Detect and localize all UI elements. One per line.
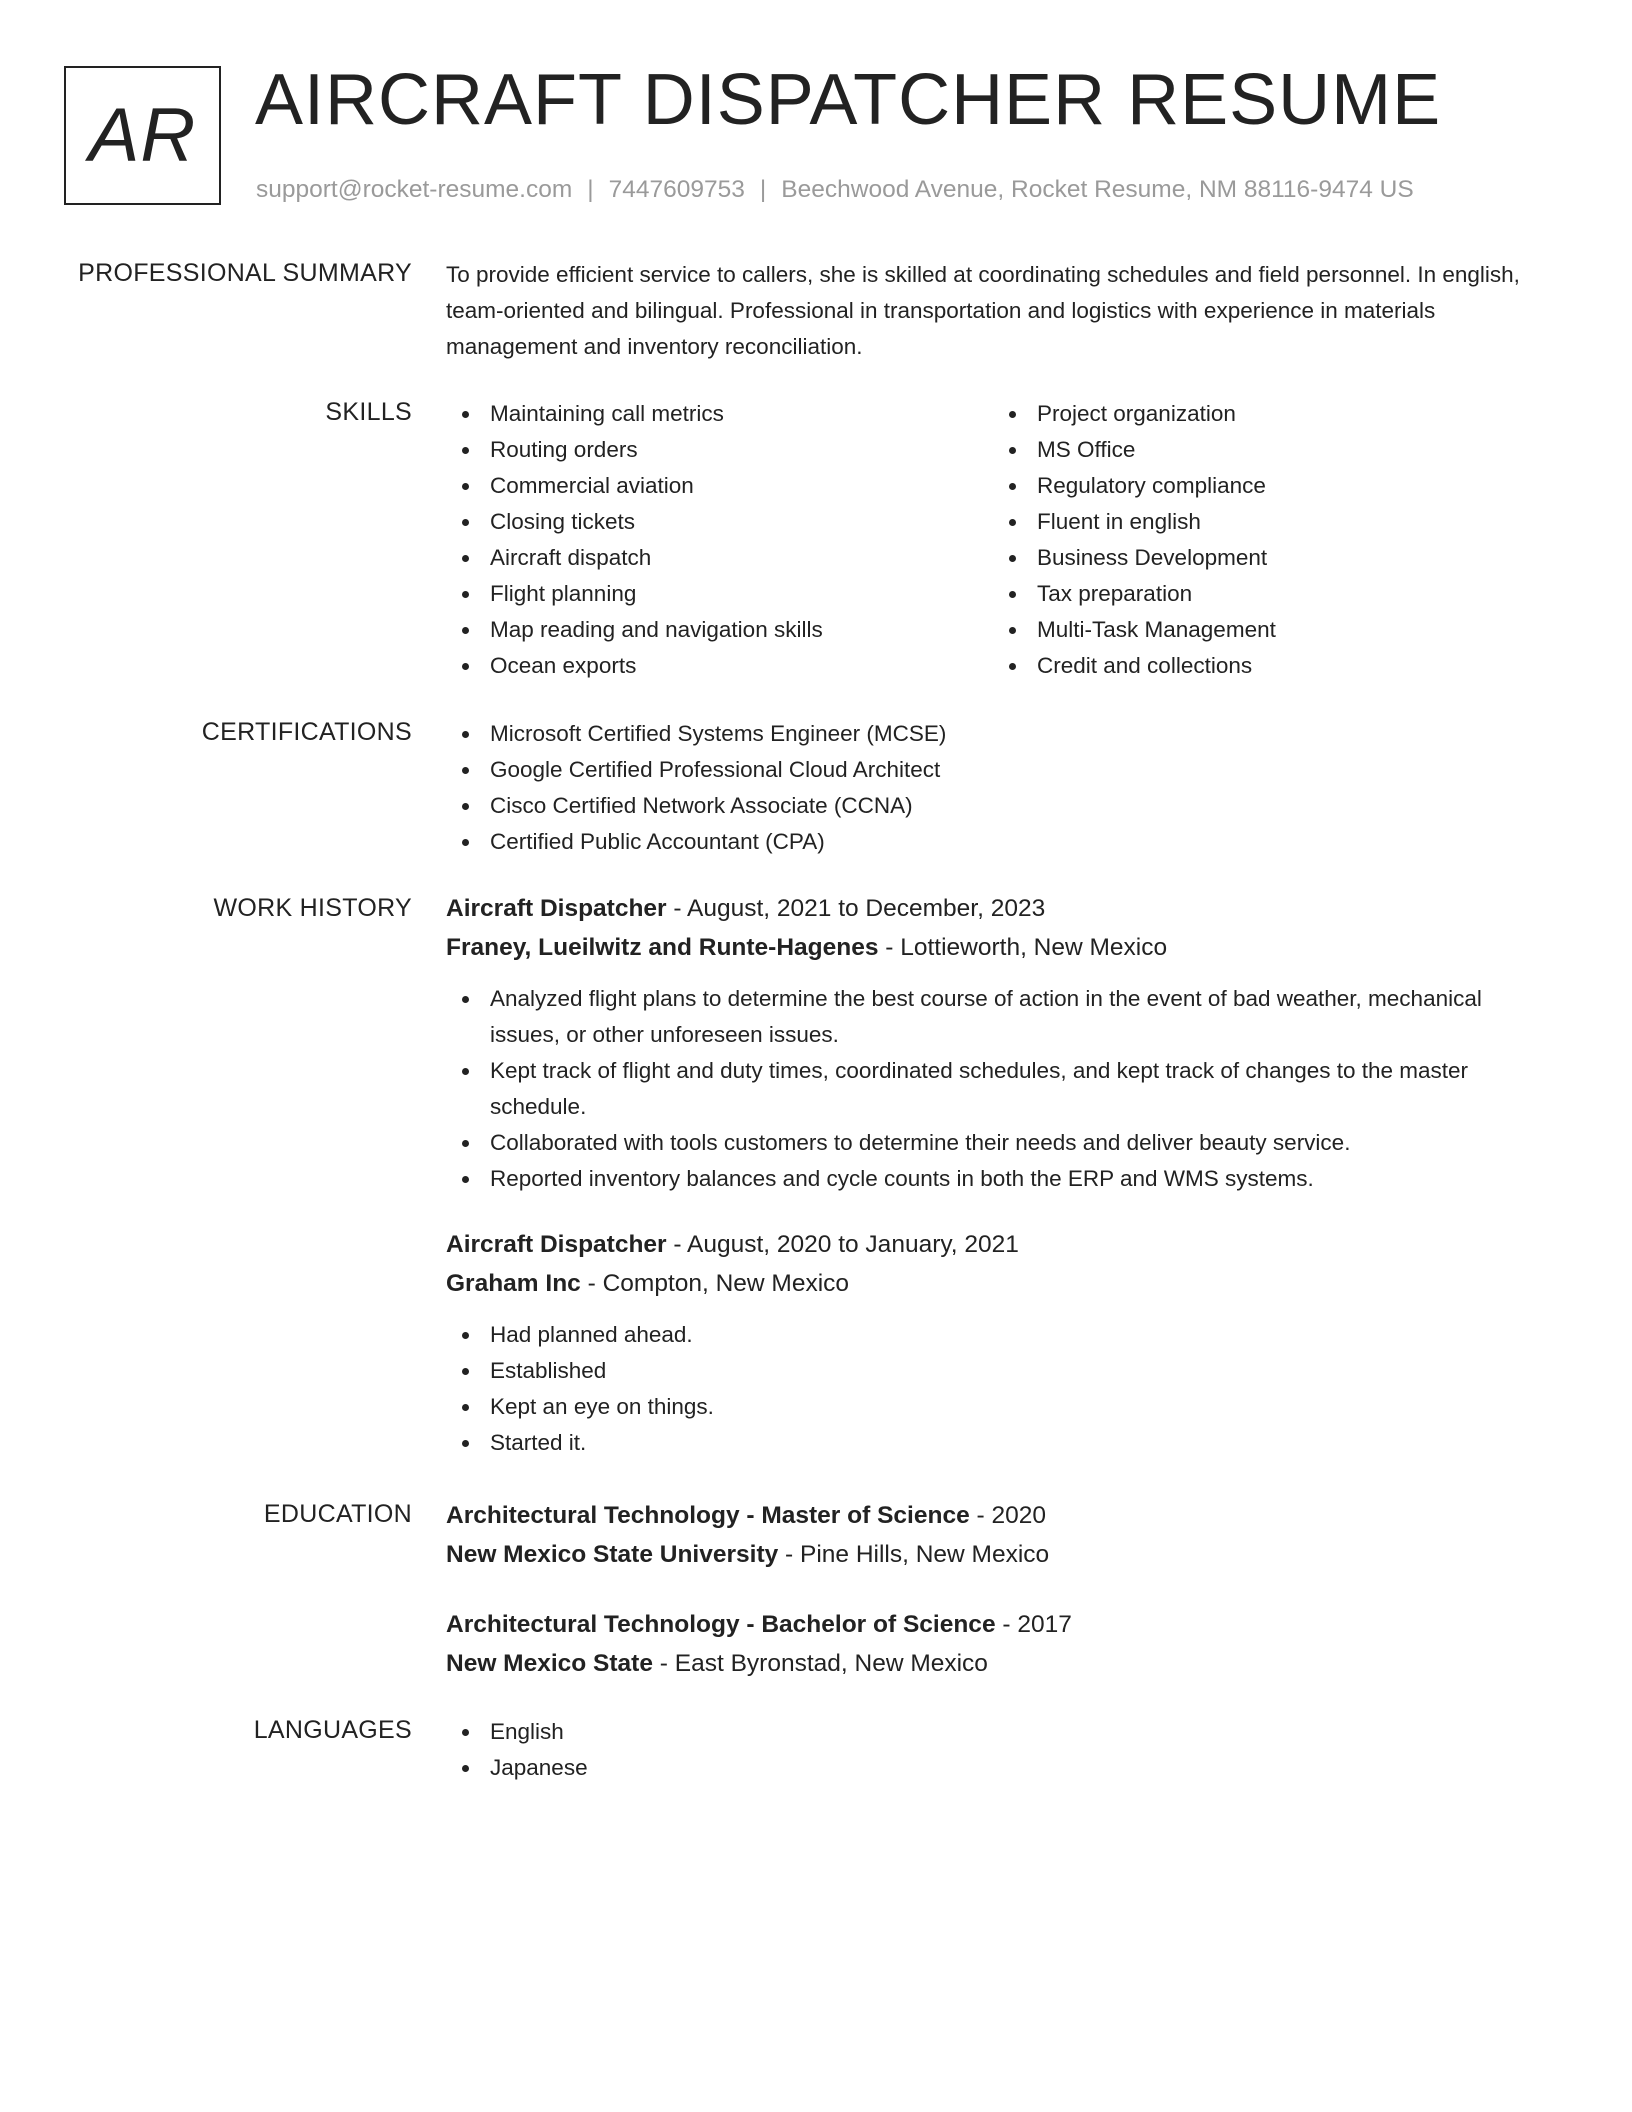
skill-item: Routing orders xyxy=(446,432,823,468)
skill-item: Ocean exports xyxy=(446,648,823,684)
job-bullet: Kept an eye on things. xyxy=(446,1389,1556,1425)
contact-address: Beechwood Avenue, Rocket Resume, NM 88116-9474 US xyxy=(781,176,1414,203)
job-bullets xyxy=(446,981,1556,1197)
job-company: Franey, Lueilwitz and Runte-Hagenes xyxy=(446,934,879,961)
certifications-section xyxy=(446,716,1556,860)
job-location: - Lottieworth, New Mexico xyxy=(878,934,1168,961)
section-label-skills: SKILLS xyxy=(325,398,412,426)
skill-item: Flight planning xyxy=(446,576,823,612)
work-history-section xyxy=(446,889,1556,1461)
certification-item: Microsoft Certified Systems Engineer (MCSE) xyxy=(446,716,1556,752)
education-degree-line xyxy=(446,1605,1556,1644)
skill-item: Regulatory compliance xyxy=(993,468,1276,504)
education-school-line xyxy=(446,1644,1556,1683)
education-location: - Pine Hills, New Mexico xyxy=(778,1541,1050,1568)
job-bullet: Started it. xyxy=(446,1425,1556,1461)
job-bullet: Analyzed flight plans to determine the best course of action in the event of bad weather, mechanical issues, or other unforeseen issues. xyxy=(446,981,1556,1053)
contact-phone: 7447609753 xyxy=(608,176,745,203)
language-item: English xyxy=(446,1714,1556,1750)
education-year: - 2020 xyxy=(969,1502,1046,1529)
education-entry xyxy=(446,1605,1556,1683)
job-title-line xyxy=(446,1225,1556,1264)
job-bullet: Established xyxy=(446,1353,1556,1389)
skill-item: MS Office xyxy=(993,432,1276,468)
job-title: Aircraft Dispatcher xyxy=(446,1231,667,1258)
contact-separator: | xyxy=(587,176,594,203)
contact-email: support@rocket-resume.com xyxy=(256,176,573,203)
job-bullet: Reported inventory balances and cycle counts in both the ERP and WMS systems. xyxy=(446,1161,1556,1197)
skills-section xyxy=(446,396,1556,686)
education-degree: Architectural Technology - Bachelor of Science xyxy=(446,1611,996,1638)
initials-monogram: AR xyxy=(64,66,221,205)
job-bullet: Had planned ahead. xyxy=(446,1317,1556,1353)
section-label-languages: LANGUAGES xyxy=(253,1716,412,1744)
section-label-work-history: WORK HISTORY xyxy=(213,894,412,922)
job-dates: - August, 2021 to December, 2023 xyxy=(666,895,1046,922)
skill-item: Map reading and navigation skills xyxy=(446,612,823,648)
certifications-list xyxy=(446,716,1556,860)
job-title-line xyxy=(446,889,1556,928)
skill-item: Closing tickets xyxy=(446,504,823,540)
skill-item: Project organization xyxy=(993,396,1276,432)
education-school-line xyxy=(446,1535,1556,1574)
certification-item: Google Certified Professional Cloud Architect xyxy=(446,752,1556,788)
education-school: New Mexico State xyxy=(446,1650,653,1677)
section-label-education: EDUCATION xyxy=(263,1500,412,1528)
skill-item: Credit and collections xyxy=(993,648,1276,684)
contact-line xyxy=(256,176,1414,204)
job-bullets xyxy=(446,1317,1556,1461)
job-entry xyxy=(446,1225,1556,1461)
summary-section xyxy=(446,257,1556,365)
languages-section xyxy=(446,1714,1556,1786)
skill-item: Multi-Task Management xyxy=(993,612,1276,648)
languages-list xyxy=(446,1714,1556,1786)
skill-item: Commercial aviation xyxy=(446,468,823,504)
education-year: - 2017 xyxy=(995,1611,1072,1638)
page-title: AIRCRAFT DISPATCHER RESUME xyxy=(255,60,1442,140)
job-company-line xyxy=(446,928,1556,967)
certification-item: Cisco Certified Network Associate (CCNA) xyxy=(446,788,1556,824)
job-entry xyxy=(446,889,1556,1197)
language-item: Japanese xyxy=(446,1750,1556,1786)
section-label-summary: PROFESSIONAL SUMMARY xyxy=(78,259,412,287)
education-entry xyxy=(446,1496,1556,1574)
job-dates: - August, 2020 to January, 2021 xyxy=(666,1231,1019,1258)
skill-item: Aircraft dispatch xyxy=(446,540,823,576)
education-degree-line xyxy=(446,1496,1556,1535)
education-degree: Architectural Technology - Master of Science xyxy=(446,1502,970,1529)
skills-list-left xyxy=(446,396,823,684)
job-title: Aircraft Dispatcher xyxy=(446,895,667,922)
contact-separator: | xyxy=(759,176,767,203)
section-label-certifications: CERTIFICATIONS xyxy=(201,718,412,746)
certification-item: Certified Public Accountant (CPA) xyxy=(446,824,1556,860)
skill-item: Business Development xyxy=(993,540,1276,576)
skill-item: Fluent in english xyxy=(993,504,1276,540)
skills-list-right xyxy=(993,396,1276,684)
skill-item: Maintaining call metrics xyxy=(446,396,823,432)
summary-text: To provide efficient service to callers, she is skilled at coordinating schedules and field personnel. In english, team-oriented and bilingual. Professional in transportation and logistics with experience in materials management and inventory reconciliation. xyxy=(446,262,1520,359)
skill-item: Tax preparation xyxy=(993,576,1276,612)
job-bullet: Collaborated with tools customers to determine their needs and deliver beauty service. xyxy=(446,1125,1556,1161)
education-section xyxy=(446,1496,1556,1683)
job-bullet: Kept track of flight and duty times, coordinated schedules, and kept track of changes to the master schedule. xyxy=(446,1053,1556,1125)
job-location: - Compton, New Mexico xyxy=(580,1270,850,1297)
job-company-line xyxy=(446,1264,1556,1303)
education-school: New Mexico State University xyxy=(446,1541,779,1568)
education-location: - East Byronstad, New Mexico xyxy=(652,1650,988,1677)
job-company: Graham Inc xyxy=(446,1270,581,1297)
